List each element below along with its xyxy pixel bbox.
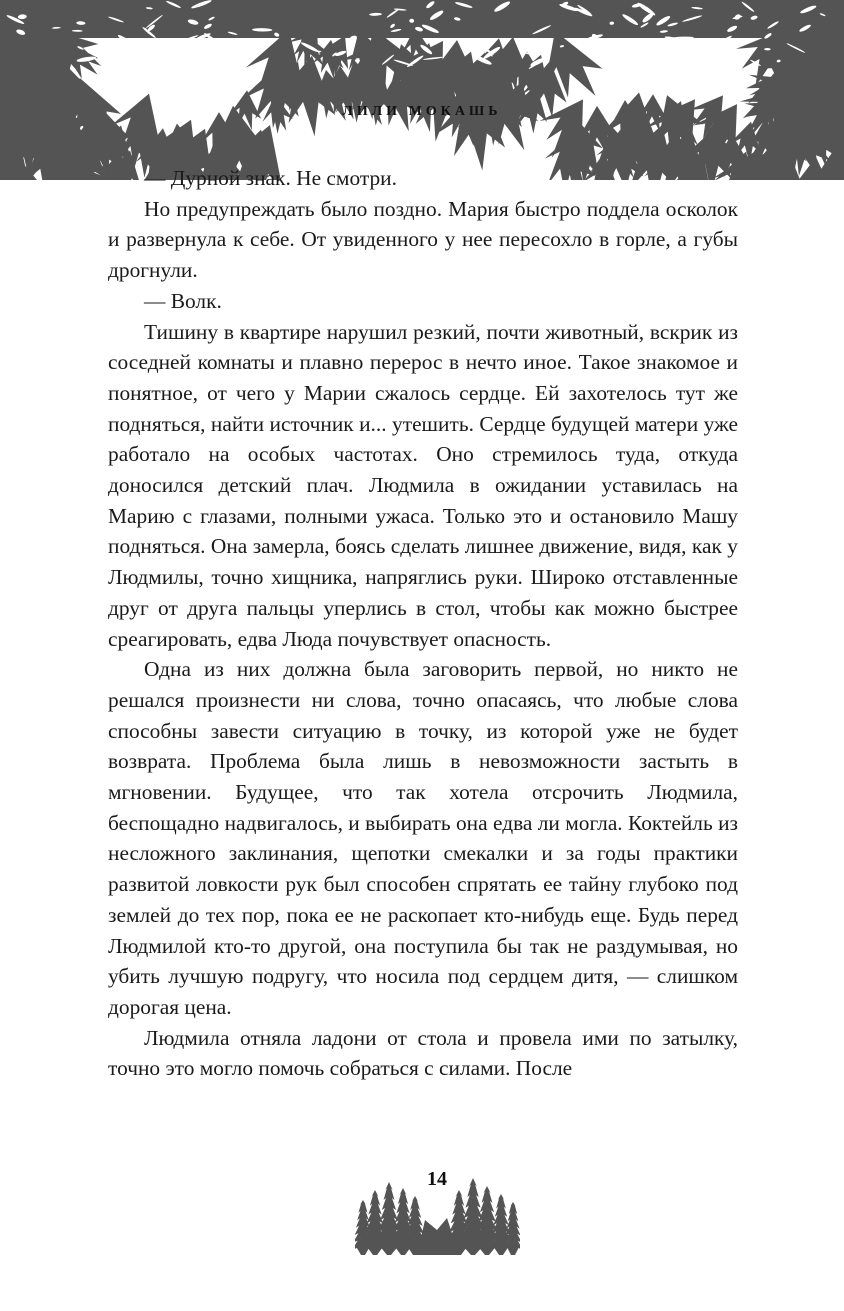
paragraph-6: Людмила отняла ладони от стола и провела ими по затылку, точно это могло помочь собраться с силами. После xyxy=(108,1025,738,1081)
pine-branches-icon xyxy=(0,0,844,180)
page-number: 14 xyxy=(427,1168,447,1190)
paragraph-2: Но предупреждать было поздно. Мария быстро поддела осколок и развернула к себе. От увиденного у нее пересохло в горле, а губы дрогнули. xyxy=(108,196,738,283)
running-head-author: ЛИЛИ МОКАШЬ xyxy=(342,104,502,119)
paragraph-5: Одна из них должна была заговорить первой, но никто не решался произнести ни слова, точно опасаясь, что любые слова способны завести ситуацию в точку, из которой уже не будет возврата. Проблема была лишь в невозможности застыть в мгновении. Будущее, что так хотела отсрочить Людмила, беспощадно надвигалось, и выбирать она едва ли могла. Коктейль из несложного заклинания, щепотки смекалки и за годы практики развитой ловкости рук был способен спрятать ее тайну глубоко под землей до тех пор, пока ее не раскопает кто-нибудь еще. Будь перед Людмилой кто-то другой, она поступила бы так не раздумывая, но убить лучшую подругу, что носила под сердцем дитя, — слишком дорогая цена. xyxy=(108,657,738,1019)
paragraph-1: — Дурной знак. Не смотри. xyxy=(144,166,397,190)
page-text xyxy=(108,163,738,1084)
paragraph-4: Тишину в квартире нарушил резкий, почти животный, вскрик из соседней комнаты и плавно перерос в нечто иное. Такое знакомое и понятное, от чего у Марии сжалось сердце. Ей захотелось тут же подняться, найти источник и... утешить. Сердце будущей матери уже работало на особых частотах. Оно стремилось туда, откуда доносился детский плач. Людмила в ожидании уставилась на Марию с глазами, полными ужаса. Только это и остановило Машу подняться. Она замерла, боясь сделать лишнее движение, видя, как у Людмилы, точно хищника, напряглись руки. Широко отставленные друг от друга пальцы уперлись в стол, чтобы как можно быстрее среагировать, едва Люда почувствует опасность. xyxy=(108,319,738,651)
paragraph-3: — Волк. xyxy=(144,288,222,313)
